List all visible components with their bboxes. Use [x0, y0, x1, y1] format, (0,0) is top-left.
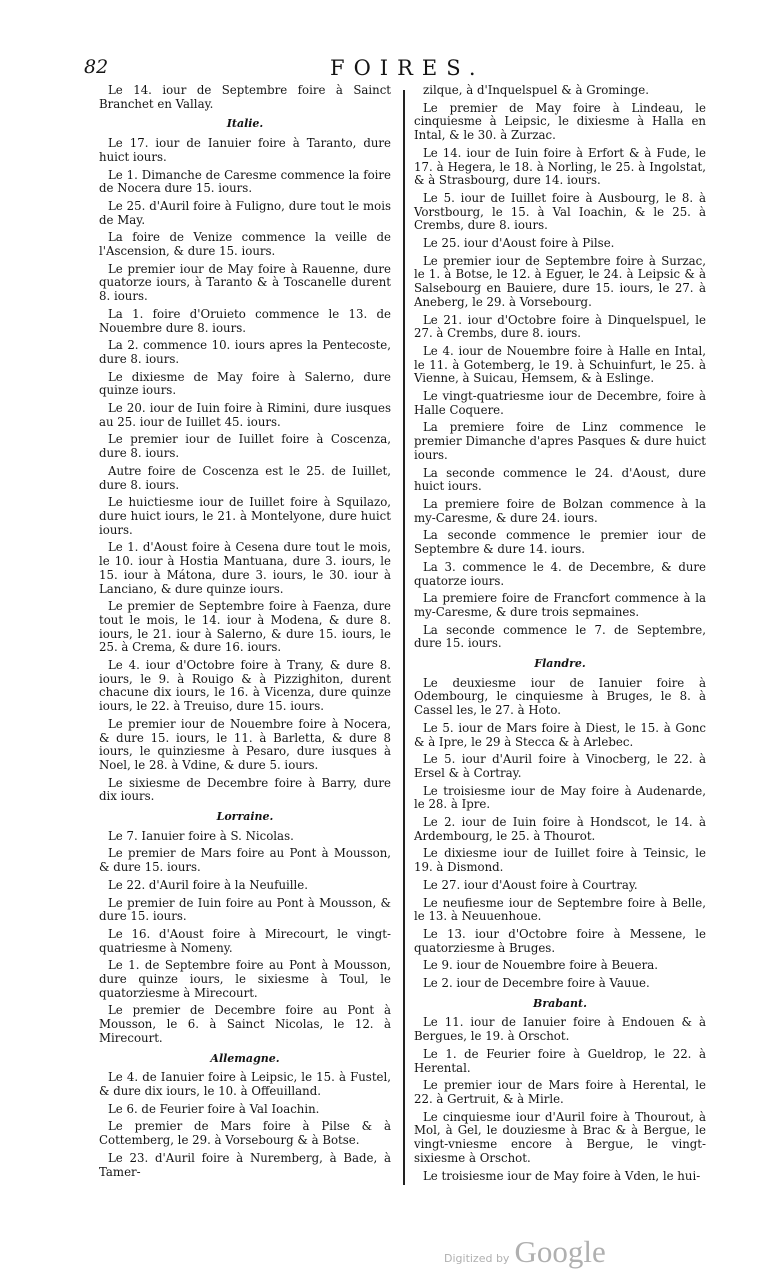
- entry-paragraph: La premiere foire de Linz commence le premier Dimanche d'apres Pasques & dure huict iours.: [414, 420, 706, 462]
- entry-paragraph: Autre foire de Coscenza est le 25. de Iuillet, dure 8. iours.: [99, 463, 391, 492]
- entry-paragraph: Le 13. iour d'Octobre foire à Messene, le quatorziesme à Bruges.: [414, 926, 706, 955]
- entry-paragraph: Le vingt-quatriesme iour de Decembre, foire à Halle Coquere.: [414, 389, 706, 417]
- entry-paragraph: Le 2. iour de Decembre foire à Vauue.: [423, 976, 650, 991]
- entry-paragraph: Le 5. iour de Mars foire à Diest, le 15. à Gonc & à Ipre, le 29 à Stecca & à Arlebec.: [414, 720, 706, 749]
- entry-paragraph: Le 25. iour d'Aoust foire à Pilse.: [423, 236, 615, 251]
- entry-paragraph: Le 1. de Septembre foire au Pont à Mousson, dure quinze iours, le sixiesme à Toul, le quatorziesme à Mirecourt.: [99, 958, 391, 1000]
- entry-paragraph: Le deuxiesme iour de Ianuier foire à Odembourg, le cinquiesme à Bruges, le 8. à Cassel les, le 27. à Hoto.: [414, 675, 706, 718]
- section-heading: Flandre.: [534, 657, 586, 671]
- entry-paragraph: Le cinquiesme iour d'Auril foire à Thourout, à Mol, à Gel, le douziesme à Brac & à Bergue, le vingt-vniesme encore à Bergue, le vingt-sixiesme à Orschot.: [414, 1109, 706, 1165]
- running-title: FOIRES.: [330, 56, 485, 80]
- entry-paragraph: Le premier de May foire à Lindeau, le cinquiesme à Leipsic, le dixiesme à Halla en Intal, & le 30. à Zurzac.: [414, 100, 706, 143]
- entry-paragraph: Le 6. de Feurier foire à Val Ioachin.: [108, 1101, 320, 1116]
- entry-paragraph: La premiere foire de Bolzan commence à la my-Caresme, & dure 24. iours.: [414, 496, 706, 525]
- entry-paragraph: Le 1. de Feurier foire à Gueldrop, le 22. à Herental.: [414, 1046, 706, 1075]
- entry-paragraph: Le premier de Mars foire au Pont à Mousson, & dure 15. iours.: [99, 846, 391, 875]
- entry-paragraph: Le troisiesme iour de May foire à Audenarde, le 28. à Ipre.: [414, 783, 706, 812]
- entry-paragraph: Le 17. iour de Ianuier foire à Taranto, dure huict iours.: [99, 136, 391, 164]
- entry-paragraph: La 1. foire d'Oruieto commence le 13. de Nouembre dure 8. iours.: [99, 306, 391, 335]
- section-heading: Italie.: [226, 117, 264, 131]
- entry-paragraph: Le troisiesme iour de May foire à Vden, le hui-: [423, 1168, 701, 1183]
- entry-paragraph: Le 16. d'Aoust foire à Mirecourt, le vingt-quatriesme à Nomeny.: [99, 926, 391, 955]
- left-column: [99, 84, 391, 1183]
- entry-paragraph: Le 20. iour de Iuin foire à Rimini, dure iusques au 25. iour de Iuillet 45. iours.: [99, 401, 391, 429]
- entry-paragraph: Le huictiesme iour de Iuillet foire à Squilazo, dure huict iours, le 21. à Montelyone, dure huict iours.: [99, 495, 391, 537]
- section-heading: Allemagne.: [210, 1051, 280, 1065]
- entry-paragraph: Le 23. d'Auril foire à Nuremberg, à Bade, à Tamer-: [99, 1150, 391, 1179]
- entry-paragraph: Le 1. Dimanche de Caresme commence la foire de Nocera dure 15. iours.: [99, 167, 391, 196]
- entry-paragraph: Le 21. iour d'Octobre foire à Dinquelspuel, le 27. à Crembs, dure 8. iours.: [414, 312, 706, 341]
- section-heading: Brabant.: [533, 996, 587, 1010]
- entry-paragraph: Le premier iour de Iuillet foire à Coscenza, dure 8. iours.: [99, 432, 391, 461]
- column-divider: [403, 90, 405, 1185]
- entry-paragraph: Le 5. iour d'Auril foire à Vinocberg, le 22. à Ersel & à Cortray.: [414, 752, 706, 780]
- entry-paragraph: La seconde commence le premier iour de Septembre & dure 14. iours.: [414, 528, 706, 557]
- entry-paragraph: zilque, à d'Inquelspuel & à Grominge.: [423, 83, 649, 97]
- entry-paragraph: Le premier de Decembre foire au Pont à Mousson, le 6. à Sainct Nicolas, le 12. à Mirecourt.: [99, 1003, 391, 1045]
- entry-paragraph: Le 5. iour de Iuillet foire à Ausbourg, le 8. à Vorstbourg, le 15. à Val Ioachin, & le 25. à Crembs, dure 8. iours.: [414, 190, 706, 233]
- entry-paragraph: Le sixiesme de Decembre foire à Barry, dure dix iours.: [99, 775, 391, 804]
- entry-paragraph: Le 22. d'Auril foire à la Neufuille.: [108, 877, 308, 892]
- entry-paragraph: Le 27. iour d'Aoust foire à Courtray.: [423, 877, 638, 892]
- entry-paragraph: Le 14. iour de Iuin foire à Erfort & à Fude, le 17. à Hegera, le 18. à Norling, le 25. à Ingolstat, & à Strasbourg, dure 14. iours.: [414, 145, 706, 188]
- entry-paragraph: La seconde commence le 24. d'Aoust, dure huict iours.: [414, 465, 706, 494]
- entry-paragraph: Le premier de Iuin foire au Pont à Mousson, & dure 15. iours.: [99, 895, 391, 924]
- entry-paragraph: Le 2. iour de Iuin foire à Hondscot, le 14. à Ardembourg, le 25. à Thourot.: [414, 815, 706, 843]
- entry-paragraph: Le premier iour de Mars foire à Herental, le 22. à Gertruit, & à Mirle.: [414, 1078, 706, 1106]
- entry-paragraph: Le 7. Ianuier foire à S. Nicolas.: [108, 828, 294, 843]
- entry-paragraph: Le premier iour de Septembre foire à Surzac, le 1. à Botse, le 12. à Eguer, le 24. à Leipsic & à Salsebourg en Bauiere, dure 15. iours, le 27. à Aneberg, le 29. à Vorsebourg.: [414, 253, 706, 309]
- entry-paragraph: La 3. commence le 4. de Decembre, & dure quatorze iours.: [414, 559, 706, 588]
- entry-paragraph: Le dixiesme iour de Iuillet foire à Teinsic, le 19. à Dismond.: [414, 846, 706, 875]
- digitized-by-text: Digitized by: [444, 1252, 510, 1265]
- entry-paragraph: Le 11. iour de Ianuier foire à Endouen & à Bergues, le 19. à Orschot.: [414, 1015, 706, 1044]
- section-heading: Lorraine.: [216, 810, 274, 824]
- entry-paragraph: Le 4. iour d'Octobre foire à Trany, & dure 8. iours, le 9. à Rouigo & à Pizzighiton, durent chacune dix iours, le 16. à Vicenza, dure quinze iours, le 22. à Treuiso, dure 15. iours.: [99, 658, 391, 714]
- entry-paragraph: La premiere foire de Francfort commence à la my-Caresme, & dure trois sepmaines.: [414, 591, 706, 619]
- right-column: [414, 84, 706, 1187]
- entry-paragraph: Le premier de Septembre foire à Faenza, dure tout le mois, le 14. iour à Modena, & dure 8. iours, le 21. iour à Salerno, & dure 15. iours, le 25. à Crema, & dure 16. iours.: [99, 599, 391, 655]
- entry-paragraph: Le premier iour de May foire à Rauenne, dure quatorze iours, à Taranto & à Toscanelle durent 8. iours.: [99, 261, 391, 304]
- entry-paragraph: Le premier de Mars foire à Pilse & à Cottemberg, le 29. à Vorsebourg & à Botse.: [99, 1119, 391, 1148]
- entry-paragraph: Le premier iour de Nouembre foire à Nocera, & dure 15. iours, le 11. à Barletta, & dure 8 iours, le quinziesme à Pesaro, dure iusques à Noel, le 28. à Vdine, & dure 5. iours.: [99, 716, 391, 772]
- entry-paragraph: Le 4. iour de Nouembre foire à Halle en Intal, le 11. à Gotemberg, le 19. à Schuinfurt, le 25. à Vienne, à Suicau, Hemsem, & à Eslinge.: [414, 343, 706, 386]
- entry-paragraph: Le 9. iour de Nouembre foire à Beuera.: [423, 958, 658, 973]
- digitized-watermark: [444, 1234, 606, 1270]
- page-number: 82: [84, 56, 109, 78]
- entry-paragraph: Le 25. d'Auril foire à Fuligno, dure tout le mois de May.: [99, 198, 391, 227]
- entry-paragraph: La 2. commence 10. iours apres la Pentecoste, dure 8. iours.: [99, 338, 391, 366]
- google-logo: Google: [514, 1234, 606, 1269]
- entry-paragraph: La foire de Venize commence la veille de l'Ascension, & dure 15. iours.: [99, 230, 391, 259]
- entry-paragraph: Le neufiesme iour de Septembre foire à Belle, le 13. à Neuuenhoue.: [414, 895, 706, 924]
- entry-paragraph: Le 4. de Ianuier foire à Leipsic, le 15. à Fustel, & dure dix iours, le 10. à Offeuilland.: [99, 1070, 391, 1098]
- entry-paragraph: La seconde commence le 7. de Septembre, dure 15. iours.: [414, 622, 706, 651]
- entry-paragraph: Le dixiesme de May foire à Salerno, dure quinze iours.: [99, 369, 391, 398]
- entry-paragraph: Le 14. iour de Septembre foire à Sainct Branchet en Vallay.: [99, 83, 391, 111]
- entry-paragraph: Le 1. d'Aoust foire à Cesena dure tout le mois, le 10. iour à Hostia Mantuana, dure 3. iours, le 15. iour à Mátona, dure 3. iours, le 30. iour à Lanciano, & dure quinze iours.: [99, 540, 391, 596]
